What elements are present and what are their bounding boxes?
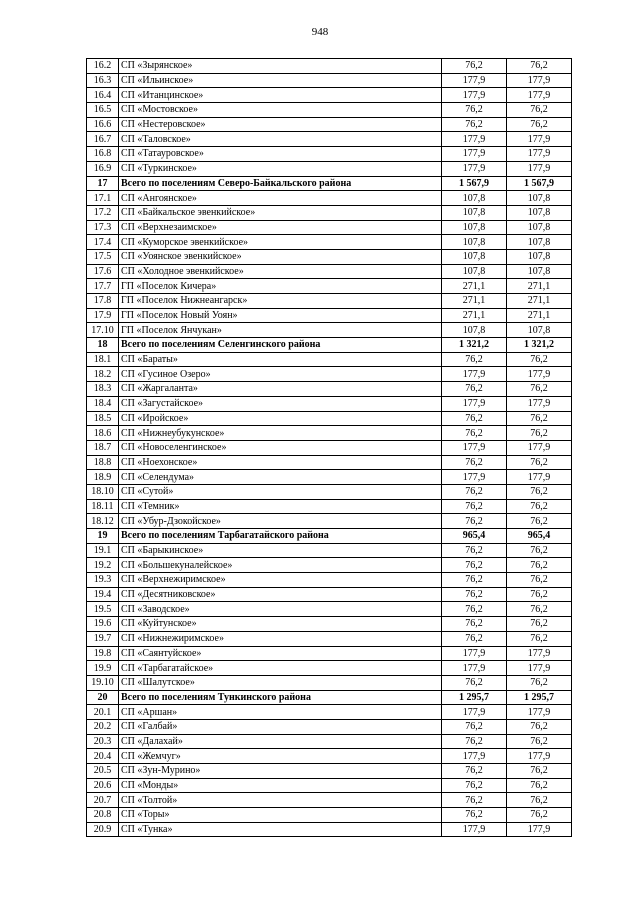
settlement-name: СП «Иройское» bbox=[119, 411, 442, 426]
row-number: 18.8 bbox=[87, 455, 119, 470]
value-col-2: 107,8 bbox=[507, 235, 572, 250]
settlement-name: СП «Десятниковское» bbox=[119, 587, 442, 602]
value-col-2: 76,2 bbox=[507, 352, 572, 367]
row-number: 19.1 bbox=[87, 543, 119, 558]
settlement-name: СП «Куйтунское» bbox=[119, 617, 442, 632]
value-col-2: 177,9 bbox=[507, 440, 572, 455]
value-col-2: 76,2 bbox=[507, 558, 572, 573]
table-row-total bbox=[87, 176, 572, 191]
table-row-total bbox=[87, 338, 572, 353]
value-col-1: 76,2 bbox=[442, 808, 507, 823]
settlement-name: СП «Верхнезаимское» bbox=[119, 220, 442, 235]
table-row bbox=[87, 88, 572, 103]
table-row bbox=[87, 367, 572, 382]
value-col-2: 76,2 bbox=[507, 675, 572, 690]
value-col-1: 76,2 bbox=[442, 631, 507, 646]
value-col-2: 107,8 bbox=[507, 323, 572, 338]
settlement-name: ГП «Поселок Кичера» bbox=[119, 279, 442, 294]
settlement-name: Всего по поселениям Тункинского района bbox=[119, 690, 442, 705]
row-number: 20.3 bbox=[87, 734, 119, 749]
settlement-name: СП «Гусиное Озеро» bbox=[119, 367, 442, 382]
row-number: 19.9 bbox=[87, 661, 119, 676]
row-number: 19.5 bbox=[87, 602, 119, 617]
settlement-name: СП «Галбай» bbox=[119, 719, 442, 734]
settlement-name: СП «Туркинское» bbox=[119, 161, 442, 176]
value-col-2: 76,2 bbox=[507, 484, 572, 499]
value-col-2: 76,2 bbox=[507, 631, 572, 646]
value-col-2: 107,8 bbox=[507, 191, 572, 206]
value-col-1: 107,8 bbox=[442, 235, 507, 250]
row-number: 17.3 bbox=[87, 220, 119, 235]
row-number: 19.10 bbox=[87, 675, 119, 690]
row-number: 20.9 bbox=[87, 822, 119, 837]
value-col-1: 177,9 bbox=[442, 367, 507, 382]
table-row bbox=[87, 705, 572, 720]
table-row bbox=[87, 822, 572, 837]
settlement-name: Всего по поселениям Тарбагатайского района bbox=[119, 529, 442, 544]
value-col-1: 1 295,7 bbox=[442, 690, 507, 705]
table-row bbox=[87, 587, 572, 602]
row-number: 19.6 bbox=[87, 617, 119, 632]
value-col-1: 76,2 bbox=[442, 103, 507, 118]
row-number: 20 bbox=[87, 690, 119, 705]
value-col-1: 76,2 bbox=[442, 514, 507, 529]
table-row bbox=[87, 426, 572, 441]
value-col-2: 76,2 bbox=[507, 573, 572, 588]
row-number: 16.2 bbox=[87, 59, 119, 74]
table-row bbox=[87, 484, 572, 499]
table-row bbox=[87, 294, 572, 309]
settlement-name: СП «Барыкинское» bbox=[119, 543, 442, 558]
value-col-2: 76,2 bbox=[507, 455, 572, 470]
row-number: 17.9 bbox=[87, 308, 119, 323]
row-number: 17.6 bbox=[87, 264, 119, 279]
row-number: 20.7 bbox=[87, 793, 119, 808]
page-number: 948 bbox=[311, 26, 329, 38]
table-row bbox=[87, 235, 572, 250]
row-number: 18.7 bbox=[87, 440, 119, 455]
value-col-2: 76,2 bbox=[507, 117, 572, 132]
value-col-1: 107,8 bbox=[442, 191, 507, 206]
value-col-2: 177,9 bbox=[507, 705, 572, 720]
value-col-2: 177,9 bbox=[507, 661, 572, 676]
table-row bbox=[87, 352, 572, 367]
table-row bbox=[87, 59, 572, 74]
row-number: 19.3 bbox=[87, 573, 119, 588]
value-col-2: 177,9 bbox=[507, 132, 572, 147]
value-col-2: 76,2 bbox=[507, 514, 572, 529]
table-row bbox=[87, 631, 572, 646]
table-row bbox=[87, 514, 572, 529]
row-number: 18.4 bbox=[87, 396, 119, 411]
row-number: 16.6 bbox=[87, 117, 119, 132]
value-col-1: 177,9 bbox=[442, 661, 507, 676]
value-col-2: 76,2 bbox=[507, 59, 572, 74]
table-row bbox=[87, 470, 572, 485]
table-row bbox=[87, 191, 572, 206]
settlement-name: СП «Сутой» bbox=[119, 484, 442, 499]
value-col-2: 107,8 bbox=[507, 264, 572, 279]
table-row bbox=[87, 147, 572, 162]
table-row bbox=[87, 778, 572, 793]
value-col-2: 107,8 bbox=[507, 205, 572, 220]
settlement-name: СП «Мостовское» bbox=[119, 103, 442, 118]
table-row bbox=[87, 396, 572, 411]
settlement-name: СП «Саянтуйское» bbox=[119, 646, 442, 661]
settlement-name: СП «Тунка» bbox=[119, 822, 442, 837]
table-row bbox=[87, 764, 572, 779]
settlement-name: СП «Итанцинское» bbox=[119, 88, 442, 103]
value-col-2: 271,1 bbox=[507, 294, 572, 309]
value-col-1: 177,9 bbox=[442, 161, 507, 176]
value-col-1: 177,9 bbox=[442, 749, 507, 764]
value-col-1: 76,2 bbox=[442, 675, 507, 690]
settlement-name: СП «Далахай» bbox=[119, 734, 442, 749]
value-col-2: 271,1 bbox=[507, 279, 572, 294]
settlement-name: СП «Торы» bbox=[119, 808, 442, 823]
value-col-1: 107,8 bbox=[442, 220, 507, 235]
value-col-1: 177,9 bbox=[442, 132, 507, 147]
row-number: 17.1 bbox=[87, 191, 119, 206]
table-row bbox=[87, 323, 572, 338]
settlement-name: СП «Таловское» bbox=[119, 132, 442, 147]
value-col-1: 76,2 bbox=[442, 793, 507, 808]
settlement-name: СП «Бараты» bbox=[119, 352, 442, 367]
settlement-name: СП «Уоянское эвенкийское» bbox=[119, 249, 442, 264]
table-row bbox=[87, 602, 572, 617]
table-row bbox=[87, 646, 572, 661]
value-col-1: 107,8 bbox=[442, 205, 507, 220]
value-col-2: 177,9 bbox=[507, 147, 572, 162]
table-row bbox=[87, 558, 572, 573]
settlement-name: СП «Нижнеубукунское» bbox=[119, 426, 442, 441]
settlement-name: СП «Куморское эвенкийское» bbox=[119, 235, 442, 250]
value-col-1: 177,9 bbox=[442, 73, 507, 88]
table-row bbox=[87, 455, 572, 470]
row-number: 17.4 bbox=[87, 235, 119, 250]
settlement-name: СП «Новоселенгинское» bbox=[119, 440, 442, 455]
settlement-name: ГП «Поселок Новый Уоян» bbox=[119, 308, 442, 323]
row-number: 19.2 bbox=[87, 558, 119, 573]
row-number: 17.10 bbox=[87, 323, 119, 338]
value-col-2: 177,9 bbox=[507, 161, 572, 176]
value-col-2: 76,2 bbox=[507, 808, 572, 823]
row-number: 18 bbox=[87, 338, 119, 353]
settlement-name: СП «Жаргаланта» bbox=[119, 382, 442, 397]
value-col-1: 177,9 bbox=[442, 440, 507, 455]
settlement-name: СП «Темник» bbox=[119, 499, 442, 514]
value-col-1: 76,2 bbox=[442, 602, 507, 617]
value-col-2: 76,2 bbox=[507, 411, 572, 426]
row-number: 18.9 bbox=[87, 470, 119, 485]
value-col-1: 76,2 bbox=[442, 426, 507, 441]
settlement-name: Всего по поселениям Северо-Байкальского района bbox=[119, 176, 442, 191]
settlement-name: СП «Заводское» bbox=[119, 602, 442, 617]
settlement-name: СП «Верхнежиримское» bbox=[119, 573, 442, 588]
table-row bbox=[87, 719, 572, 734]
table-row bbox=[87, 220, 572, 235]
table-row bbox=[87, 103, 572, 118]
settlements-table bbox=[86, 58, 572, 837]
value-col-1: 177,9 bbox=[442, 470, 507, 485]
row-number: 18.1 bbox=[87, 352, 119, 367]
value-col-2: 76,2 bbox=[507, 764, 572, 779]
value-col-2: 76,2 bbox=[507, 543, 572, 558]
value-col-1: 76,2 bbox=[442, 573, 507, 588]
table-row bbox=[87, 543, 572, 558]
table-row bbox=[87, 661, 572, 676]
value-col-2: 1 567,9 bbox=[507, 176, 572, 191]
value-col-1: 76,2 bbox=[442, 719, 507, 734]
value-col-1: 76,2 bbox=[442, 558, 507, 573]
value-col-2: 76,2 bbox=[507, 719, 572, 734]
row-number: 16.4 bbox=[87, 88, 119, 103]
value-col-1: 76,2 bbox=[442, 484, 507, 499]
value-col-2: 76,2 bbox=[507, 426, 572, 441]
table-row bbox=[87, 132, 572, 147]
row-number: 17.8 bbox=[87, 294, 119, 309]
settlement-name: СП «Шалутское» bbox=[119, 675, 442, 690]
value-col-2: 107,8 bbox=[507, 249, 572, 264]
row-number: 20.4 bbox=[87, 749, 119, 764]
settlement-name: СП «Селендума» bbox=[119, 470, 442, 485]
value-col-2: 76,2 bbox=[507, 602, 572, 617]
settlement-name: СП «Нестеровское» bbox=[119, 117, 442, 132]
value-col-2: 76,2 bbox=[507, 734, 572, 749]
row-number: 20.1 bbox=[87, 705, 119, 720]
row-number: 20.6 bbox=[87, 778, 119, 793]
value-col-2: 1 321,2 bbox=[507, 338, 572, 353]
row-number: 18.10 bbox=[87, 484, 119, 499]
value-col-1: 177,9 bbox=[442, 705, 507, 720]
value-col-1: 965,4 bbox=[442, 529, 507, 544]
row-number: 20.8 bbox=[87, 808, 119, 823]
settlement-name: СП «Ноехонское» bbox=[119, 455, 442, 470]
settlement-name: СП «Аршан» bbox=[119, 705, 442, 720]
table-row bbox=[87, 205, 572, 220]
settlement-name: СП «Ильинское» bbox=[119, 73, 442, 88]
value-col-1: 76,2 bbox=[442, 117, 507, 132]
row-number: 17 bbox=[87, 176, 119, 191]
settlement-name: ГП «Поселок Нижнеангарск» bbox=[119, 294, 442, 309]
value-col-2: 177,9 bbox=[507, 73, 572, 88]
value-col-1: 177,9 bbox=[442, 88, 507, 103]
table-row bbox=[87, 117, 572, 132]
value-col-2: 76,2 bbox=[507, 382, 572, 397]
table-row bbox=[87, 382, 572, 397]
value-col-2: 177,9 bbox=[507, 396, 572, 411]
value-col-2: 1 295,7 bbox=[507, 690, 572, 705]
table-row bbox=[87, 793, 572, 808]
value-col-1: 177,9 bbox=[442, 822, 507, 837]
table-row-total bbox=[87, 690, 572, 705]
value-col-1: 177,9 bbox=[442, 147, 507, 162]
value-col-1: 107,8 bbox=[442, 264, 507, 279]
value-col-1: 76,2 bbox=[442, 455, 507, 470]
settlement-name: СП «Татауровское» bbox=[119, 147, 442, 162]
row-number: 17.7 bbox=[87, 279, 119, 294]
settlement-name: СП «Толтой» bbox=[119, 793, 442, 808]
table-body bbox=[87, 59, 572, 837]
settlement-name: СП «Зун-Мурино» bbox=[119, 764, 442, 779]
settlement-name: СП «Большекуналейское» bbox=[119, 558, 442, 573]
value-col-2: 271,1 bbox=[507, 308, 572, 323]
settlement-name: СП «Холодное эвенкийское» bbox=[119, 264, 442, 279]
table-row bbox=[87, 808, 572, 823]
value-col-2: 76,2 bbox=[507, 103, 572, 118]
value-col-1: 76,2 bbox=[442, 617, 507, 632]
table-row bbox=[87, 440, 572, 455]
row-number: 18.12 bbox=[87, 514, 119, 529]
value-col-2: 76,2 bbox=[507, 499, 572, 514]
value-col-1: 76,2 bbox=[442, 411, 507, 426]
value-col-1: 76,2 bbox=[442, 778, 507, 793]
row-number: 19.8 bbox=[87, 646, 119, 661]
value-col-1: 76,2 bbox=[442, 499, 507, 514]
value-col-1: 177,9 bbox=[442, 396, 507, 411]
settlement-name: Всего по поселениям Селенгинского района bbox=[119, 338, 442, 353]
value-col-2: 76,2 bbox=[507, 778, 572, 793]
table-row bbox=[87, 161, 572, 176]
value-col-1: 177,9 bbox=[442, 646, 507, 661]
value-col-2: 177,9 bbox=[507, 749, 572, 764]
row-number: 17.2 bbox=[87, 205, 119, 220]
settlement-name: СП «Зырянское» bbox=[119, 59, 442, 74]
value-col-2: 177,9 bbox=[507, 822, 572, 837]
row-number: 18.2 bbox=[87, 367, 119, 382]
settlement-name: СП «Тарбагатайское» bbox=[119, 661, 442, 676]
table-row bbox=[87, 249, 572, 264]
row-number: 16.3 bbox=[87, 73, 119, 88]
value-col-2: 107,8 bbox=[507, 220, 572, 235]
settlement-name: СП «Нижнежиримское» bbox=[119, 631, 442, 646]
row-number: 19 bbox=[87, 529, 119, 544]
value-col-1: 107,8 bbox=[442, 323, 507, 338]
value-col-1: 1 567,9 bbox=[442, 176, 507, 191]
value-col-2: 965,4 bbox=[507, 529, 572, 544]
table-row bbox=[87, 308, 572, 323]
table-row bbox=[87, 411, 572, 426]
value-col-2: 76,2 bbox=[507, 617, 572, 632]
value-col-1: 76,2 bbox=[442, 59, 507, 74]
value-col-1: 107,8 bbox=[442, 249, 507, 264]
value-col-2: 177,9 bbox=[507, 470, 572, 485]
value-col-1: 76,2 bbox=[442, 734, 507, 749]
row-number: 18.6 bbox=[87, 426, 119, 441]
value-col-1: 76,2 bbox=[442, 764, 507, 779]
table-row bbox=[87, 499, 572, 514]
settlement-name: СП «Байкальское эвенкийское» bbox=[119, 205, 442, 220]
table-row bbox=[87, 73, 572, 88]
value-col-1: 76,2 bbox=[442, 352, 507, 367]
row-number: 18.5 bbox=[87, 411, 119, 426]
table-row bbox=[87, 734, 572, 749]
row-number: 16.7 bbox=[87, 132, 119, 147]
value-col-2: 177,9 bbox=[507, 88, 572, 103]
settlement-name: СП «Загустайское» bbox=[119, 396, 442, 411]
value-col-1: 271,1 bbox=[442, 279, 507, 294]
value-col-1: 1 321,2 bbox=[442, 338, 507, 353]
table-row-total bbox=[87, 529, 572, 544]
row-number: 19.7 bbox=[87, 631, 119, 646]
settlement-name: СП «Жемчуг» bbox=[119, 749, 442, 764]
value-col-1: 271,1 bbox=[442, 308, 507, 323]
row-number: 18.3 bbox=[87, 382, 119, 397]
row-number: 17.5 bbox=[87, 249, 119, 264]
value-col-2: 76,2 bbox=[507, 587, 572, 602]
table-row bbox=[87, 749, 572, 764]
row-number: 20.2 bbox=[87, 719, 119, 734]
table-row bbox=[87, 675, 572, 690]
table-row bbox=[87, 279, 572, 294]
row-number: 20.5 bbox=[87, 764, 119, 779]
table-row bbox=[87, 573, 572, 588]
table-row bbox=[87, 264, 572, 279]
value-col-2: 177,9 bbox=[507, 646, 572, 661]
row-number: 19.4 bbox=[87, 587, 119, 602]
value-col-1: 76,2 bbox=[442, 543, 507, 558]
value-col-1: 76,2 bbox=[442, 587, 507, 602]
settlement-name: СП «Монды» bbox=[119, 778, 442, 793]
row-number: 18.11 bbox=[87, 499, 119, 514]
table-row bbox=[87, 617, 572, 632]
settlement-name: СП «Ангоянское» bbox=[119, 191, 442, 206]
value-col-1: 271,1 bbox=[442, 294, 507, 309]
row-number: 16.8 bbox=[87, 147, 119, 162]
settlement-name: СП «Убур-Дзокойское» bbox=[119, 514, 442, 529]
value-col-1: 76,2 bbox=[442, 382, 507, 397]
row-number: 16.5 bbox=[87, 103, 119, 118]
row-number: 16.9 bbox=[87, 161, 119, 176]
value-col-2: 177,9 bbox=[507, 367, 572, 382]
value-col-2: 76,2 bbox=[507, 793, 572, 808]
settlement-name: ГП «Поселок Янчукан» bbox=[119, 323, 442, 338]
